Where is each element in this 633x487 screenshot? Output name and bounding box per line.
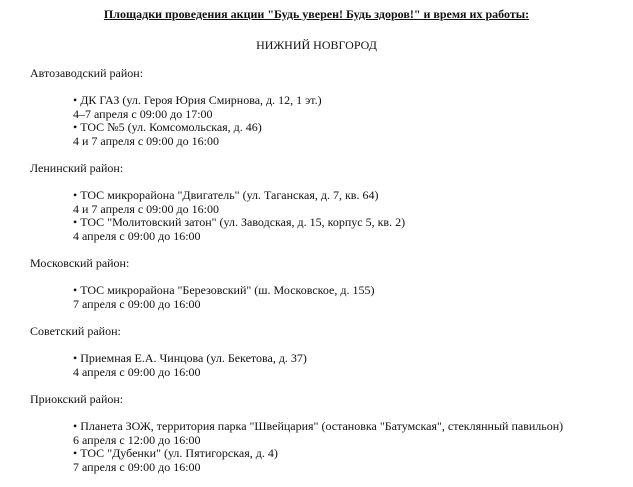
district-name: Московский район: <box>30 256 130 270</box>
site-place: • Планета ЗОЖ, территория парка "Швейцария" (остановка "Батумская", стеклянный павильон) <box>73 419 564 433</box>
site-hours: 4 и 7 апреля с 09:00 до 16:00 <box>73 201 219 216</box>
site-place: • ТОС микрорайона "Березовский" (ш. Московское, д. 155) <box>73 283 375 297</box>
site-place: • ТОС №5 (ул. Комсомольская, д. 46) <box>73 120 262 134</box>
site-hours: 7 апреля с 09:00 до 16:00 <box>73 459 201 474</box>
site-list <box>73 94 630 148</box>
site-list <box>73 284 630 311</box>
district-block <box>30 256 630 311</box>
district-list <box>30 66 630 487</box>
site-hours: 4 апреля с 09:00 до 16:00 <box>73 364 201 379</box>
district-block <box>30 161 630 243</box>
site-place: • ТОС микрорайона "Двигатель" (ул. Таганская, д. 7, кв. 64) <box>73 188 379 202</box>
site-list <box>73 420 630 474</box>
site-place: • ТОС "Дубенки" (ул. Пятигорская, д. 4) <box>73 446 278 460</box>
site-hours: 4 и 7 апреля с 09:00 до 16:00 <box>73 133 219 148</box>
site-list <box>73 189 630 243</box>
district-name: Ленинский район: <box>30 161 124 175</box>
district-name: Автозаводский район: <box>30 66 144 80</box>
district-name: Приокский район: <box>30 392 124 406</box>
page-title: Площадки проведения акции "Будь уверен! Будь здоров!" и время их работы: <box>103 7 530 21</box>
site-place: • ТОС "Молитовский затон" (ул. Заводская, д. 15, корпус 5, кв. 2) <box>73 215 406 229</box>
site-hours: 7 апреля с 09:00 до 16:00 <box>73 296 201 311</box>
district-block <box>30 66 630 148</box>
site-place: • ДК ГАЗ (ул. Героя Юрия Смирнова, д. 12, 1 эт.) <box>73 93 322 107</box>
site-place: • Приемная Е.А. Чинцова (ул. Бекетова, д. 37) <box>73 351 307 365</box>
site-list <box>73 352 630 379</box>
site-hours: 6 апреля с 12:00 до 16:00 <box>73 432 201 447</box>
district-block <box>30 392 630 474</box>
site-hours: 4 апреля с 09:00 до 16:00 <box>73 228 201 243</box>
district-block <box>30 324 630 379</box>
district-name: Советский район: <box>30 324 121 338</box>
city-heading: НИЖНИЙ НОВГОРОД <box>256 38 377 52</box>
site-hours: 4–7 апреля с 09:00 до 17:00 <box>73 106 213 121</box>
